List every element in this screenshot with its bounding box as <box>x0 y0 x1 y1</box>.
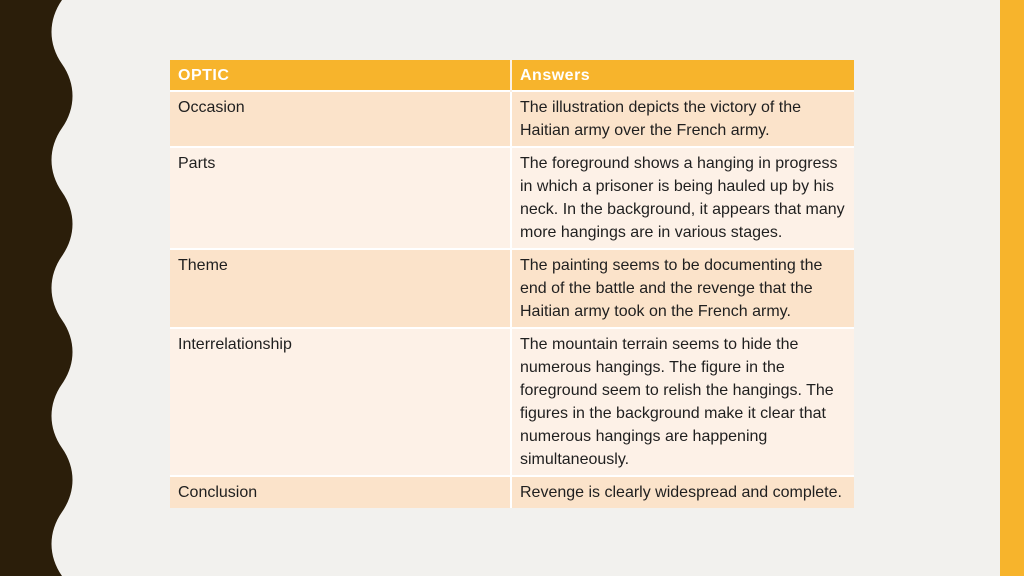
row-answer: Revenge is clearly widespread and complete. <box>511 476 854 508</box>
row-label: Interrelationship <box>170 328 511 476</box>
header-optic: OPTIC <box>170 60 511 91</box>
row-label: Occasion <box>170 91 511 147</box>
row-label: Theme <box>170 249 511 328</box>
table-row <box>170 147 854 249</box>
row-answer: The foreground shows a hanging in progress in which a prisoner is being hauled up by his neck. In the background, it appears that many more hangings are in various stages. <box>511 147 854 249</box>
table-row <box>170 328 854 476</box>
table-header-row <box>170 60 854 91</box>
decorative-wavy-band <box>0 0 80 576</box>
row-answer: The painting seems to be documenting the end of the battle and the revenge that the Haitian army took on the French army. <box>511 249 854 328</box>
table-row <box>170 91 854 147</box>
table-row <box>170 476 854 508</box>
row-answer: The illustration depicts the victory of the Haitian army over the French army. <box>511 91 854 147</box>
header-answers: Answers <box>511 60 854 91</box>
optic-table <box>170 60 854 508</box>
row-label: Parts <box>170 147 511 249</box>
row-label: Conclusion <box>170 476 511 508</box>
accent-stripe <box>1000 0 1024 576</box>
table-row <box>170 249 854 328</box>
row-answer: The mountain terrain seems to hide the numerous hangings. The figure in the foreground seem to relish the hangings. The figures in the background make it clear that numerous hangings are happening simultaneously. <box>511 328 854 476</box>
